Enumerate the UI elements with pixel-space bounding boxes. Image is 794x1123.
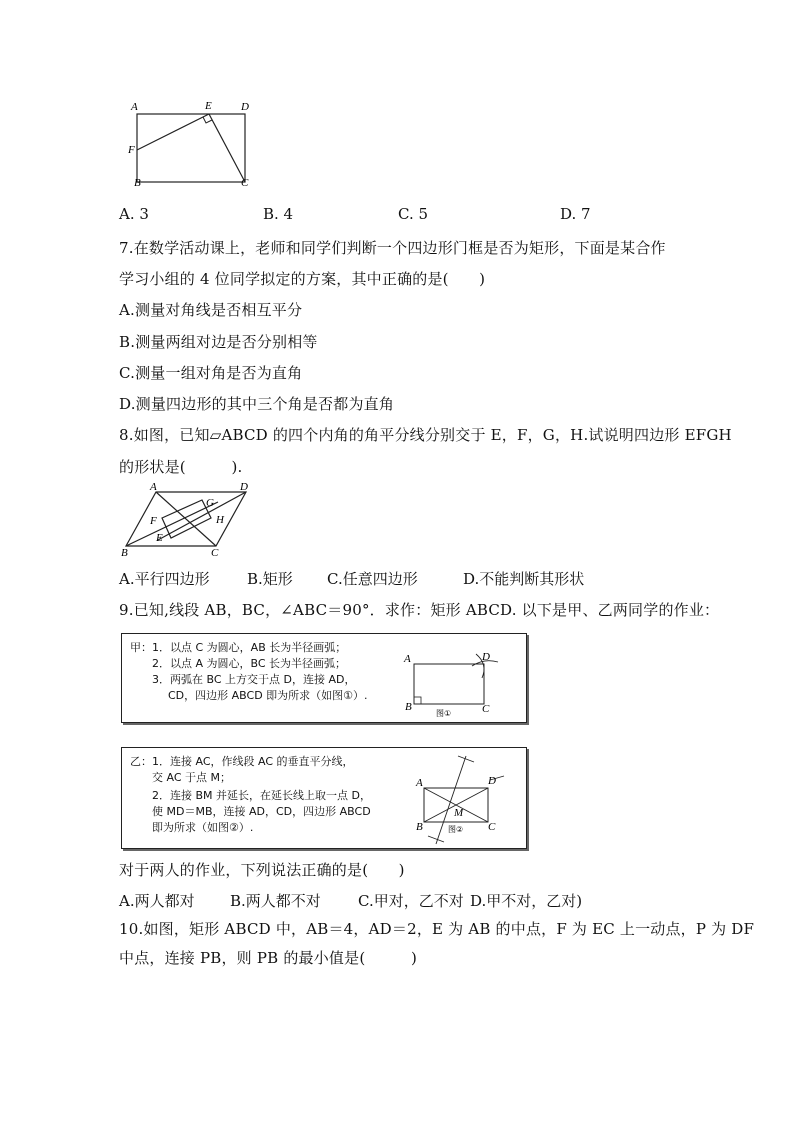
yi-step-1: 乙：1．连接 AC，作线段 AC 的垂直平分线， bbox=[130, 755, 354, 768]
figure-parallelogram-efgh bbox=[118, 480, 268, 560]
q7-stem-line2: 学习小组的 4 位同学拟定的方案，其中正确的是( ) bbox=[119, 270, 486, 288]
yi-step-2-end: 即为所求（如图②）. bbox=[152, 821, 254, 834]
jia-step-3: 3．两弧在 BC 上方交于点 D，连接 AD， bbox=[152, 673, 356, 686]
q7-stem-line1: 7.在数学活动课上，老师和同学们判断一个四边形门框是否为矩形，下面是某合作 bbox=[119, 239, 666, 257]
q9-question: 对于两人的作业，下列说法正确的是( ) bbox=[119, 861, 405, 879]
q8-option-c[interactable]: C.任意四边形 bbox=[327, 570, 418, 588]
jia-label-c: C bbox=[482, 703, 490, 715]
yi-label-c: C bbox=[488, 821, 496, 833]
fig8-label-f: F bbox=[150, 515, 157, 527]
jia-step-3-cont: CD，四边形 ABCD 即为所求（如图①）. bbox=[168, 689, 368, 702]
fig8-label-b: B bbox=[121, 547, 128, 559]
yi-figure bbox=[408, 750, 522, 846]
fig1-label-e: E bbox=[205, 100, 212, 112]
q10-stem-line2: 中点，连接 PB，则 PB 的最小值是( ) bbox=[119, 949, 418, 967]
q9-option-d[interactable]: D.甲不对，乙对) bbox=[470, 892, 583, 910]
fig1-label-c: C bbox=[241, 177, 249, 189]
q9-option-c[interactable]: C.甲对，乙不对 bbox=[358, 892, 464, 910]
yi-label-m: M bbox=[454, 807, 464, 819]
jia-label-d: D bbox=[482, 651, 490, 663]
q7-option-d[interactable]: D.测量四边形的其中三个角是否都为直角 bbox=[119, 395, 395, 413]
q6-option-a[interactable]: A. 3 bbox=[119, 205, 149, 223]
q7-option-a[interactable]: A.测量对角线是否相互平分 bbox=[119, 301, 303, 319]
q6-option-c[interactable]: C. 5 bbox=[398, 205, 429, 223]
fig8-label-c: C bbox=[211, 547, 219, 559]
q8-option-d[interactable]: D.不能判断其形状 bbox=[463, 570, 585, 588]
jia-step-1: 甲：1．以点 C 为圆心，AB 长为半径画弧； bbox=[130, 641, 347, 654]
fig1-label-d: D bbox=[241, 101, 249, 113]
q9-option-b[interactable]: B.两人都不对 bbox=[230, 892, 321, 910]
yi-caption: 图② bbox=[448, 825, 464, 834]
q6-option-b[interactable]: B. 4 bbox=[263, 205, 294, 223]
q8-stem-line2: 的形状是( ). bbox=[119, 458, 243, 476]
yi-step-2-cont: 使 MD＝MB，连接 AD，CD，四边形 ABCD bbox=[152, 805, 371, 818]
figure-rectangle-efc bbox=[125, 98, 255, 190]
fig1-label-a: A bbox=[131, 101, 138, 113]
q10-stem-line1: 10.如图，矩形 ABCD 中，AB＝4，AD＝2，E 为 AB 的中点，F 为 EC 上一动点，P 为 DF bbox=[119, 920, 755, 938]
fig8-label-h: H bbox=[216, 514, 224, 526]
fig8-label-g: G bbox=[206, 497, 214, 509]
q8-stem-line1: 8.如图，已知▱ABCD 的四个内角的角平分线分别交于 E，F，G，H.试说明四边形 EFGH bbox=[119, 426, 732, 444]
jia-label-b: B bbox=[405, 701, 412, 713]
yi-label-a: A bbox=[416, 777, 423, 789]
fig8-label-e: E bbox=[156, 532, 163, 544]
yi-step-2: 2．连接 BM 并延长，在延长线上取一点 D， bbox=[152, 789, 371, 802]
q6-option-d[interactable]: D. 7 bbox=[560, 205, 591, 223]
jia-figure bbox=[402, 644, 512, 718]
q8-option-a[interactable]: A.平行四边形 bbox=[119, 570, 210, 588]
yi-label-b: B bbox=[416, 821, 423, 833]
fig8-label-a: A bbox=[150, 481, 157, 493]
jia-step-2: 2．以点 A 为圆心，BC 长为半径画弧； bbox=[152, 657, 347, 670]
fig8-label-d: D bbox=[240, 481, 248, 493]
q7-option-c[interactable]: C.测量一组对角是否为直角 bbox=[119, 364, 303, 382]
fig1-label-f: F bbox=[128, 144, 135, 156]
q7-option-b[interactable]: B.测量两组对边是否分别相等 bbox=[119, 333, 318, 351]
q8-option-b[interactable]: B.矩形 bbox=[247, 570, 293, 588]
jia-solution-box bbox=[121, 633, 527, 723]
yi-label-d: D bbox=[488, 775, 496, 787]
yi-step-1-cont: 交 AC 于点 M； bbox=[152, 771, 231, 784]
yi-solution-box bbox=[121, 747, 527, 849]
q9-stem: 9.已知,线段 AB，BC，∠ABC＝90°．求作：矩形 ABCD. 以下是甲、乙两同学的作业： bbox=[119, 601, 720, 619]
q9-option-a[interactable]: A.两人都对 bbox=[119, 892, 195, 910]
jia-caption: 图① bbox=[436, 709, 452, 718]
fig1-label-b: B bbox=[134, 177, 141, 189]
jia-label-a: A bbox=[404, 653, 411, 665]
